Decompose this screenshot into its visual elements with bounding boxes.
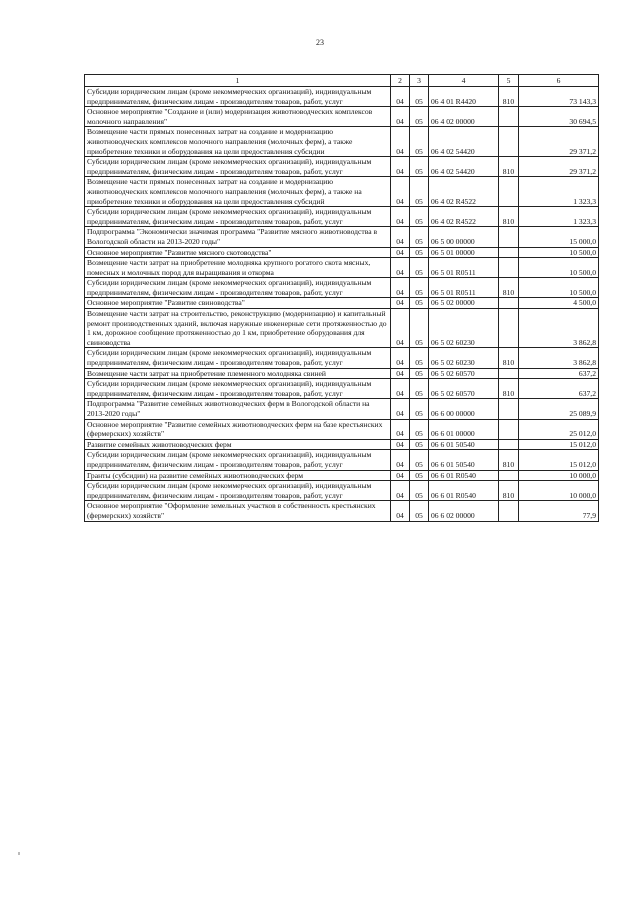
- row-expense-type: 810: [499, 278, 519, 298]
- row-amount: 3 862,8: [519, 309, 599, 348]
- page-number: 23: [316, 38, 324, 47]
- row-section: 04: [391, 227, 410, 247]
- table-row: [85, 348, 599, 368]
- table-body: [85, 87, 599, 522]
- table-row: [85, 439, 599, 450]
- row-expense-type: [499, 127, 519, 157]
- row-target-code: 06 6 00 00000: [429, 399, 499, 419]
- row-expense-type: [499, 177, 519, 207]
- row-subsection: 05: [410, 177, 429, 207]
- row-subsection: 05: [410, 481, 429, 501]
- row-name: Возмещение части затрат на приобретение племенного молодняка свиней: [85, 368, 391, 379]
- row-name: Возмещение части прямых понесенных затрат на создание и модернизацию животноводческих комплексов молочного направления (молочных ферм), а также приобретение техники и оборудования на цели предоставления субсидии: [85, 127, 391, 157]
- row-expense-type: [499, 399, 519, 419]
- column-header-subsection: 3: [410, 75, 429, 87]
- row-name: Развитие семейных животноводческих ферм: [85, 439, 391, 450]
- row-subsection: 05: [410, 207, 429, 227]
- row-subsection: 05: [410, 368, 429, 379]
- row-name: Гранты (субсидии) на развитие семейных животноводческих ферм: [85, 470, 391, 481]
- table-row: [85, 258, 599, 278]
- table-row: [85, 127, 599, 157]
- row-expense-type: 810: [499, 481, 519, 501]
- row-section: 04: [391, 368, 410, 379]
- row-section: 04: [391, 309, 410, 348]
- row-amount: 1 323,3: [519, 207, 599, 227]
- row-target-code: 06 4 01 R4420: [429, 87, 499, 107]
- row-amount: 15 000,0: [519, 227, 599, 247]
- table-row: [85, 177, 599, 207]
- row-amount: 73 143,3: [519, 87, 599, 107]
- row-amount: 637,2: [519, 379, 599, 399]
- table-row: [85, 247, 599, 258]
- row-target-code: 06 6 01 50540: [429, 439, 499, 450]
- row-section: 04: [391, 157, 410, 177]
- row-subsection: 05: [410, 348, 429, 368]
- table-row: [85, 481, 599, 501]
- row-section: 04: [391, 399, 410, 419]
- row-name: Возмещение части затрат на строительство, реконструкцию (модернизацию) и капитальный ремонт производственных зданий, включая наружные инженерные сети протяженностью до 1 км, дорожное сообщение протяженностью до 1 км, приобретение оборудования для свиноводства: [85, 309, 391, 348]
- row-section: 04: [391, 419, 410, 439]
- row-subsection: 05: [410, 399, 429, 419]
- row-expense-type: 810: [499, 348, 519, 368]
- row-name: Возмещение части затрат на приобретение молодняка крупного рогатого скота мясных, помесных и молочных пород для выращивания и откорма: [85, 258, 391, 278]
- row-target-code: 06 4 02 R4522: [429, 177, 499, 207]
- row-section: 04: [391, 107, 410, 127]
- row-target-code: 06 5 02 60230: [429, 348, 499, 368]
- row-target-code: 06 6 01 R0540: [429, 470, 499, 481]
- row-subsection: 05: [410, 419, 429, 439]
- row-target-code: 06 4 02 54420: [429, 157, 499, 177]
- column-header-name: 1: [85, 75, 391, 87]
- row-amount: 10 500,0: [519, 247, 599, 258]
- row-expense-type: 810: [499, 87, 519, 107]
- row-name: Субсидии юридическим лицам (кроме некоммерческих организаций), индивидуальным предпринимателям, физическим лицам - производителям товаров, работ, услуг: [85, 207, 391, 227]
- table-row: [85, 450, 599, 470]
- row-subsection: 05: [410, 450, 429, 470]
- table-row: [85, 157, 599, 177]
- row-expense-type: 810: [499, 450, 519, 470]
- row-amount: 77,9: [519, 501, 599, 521]
- row-amount: 29 371,2: [519, 157, 599, 177]
- table-row: [85, 87, 599, 107]
- row-amount: 15 012,0: [519, 450, 599, 470]
- row-target-code: 06 5 02 60230: [429, 309, 499, 348]
- scan-artifact: [18, 852, 20, 855]
- row-name: Подпрограмма "Развитие семейных животноводческих ферм в Вологодской области на 2013-2020 годы": [85, 399, 391, 419]
- row-target-code: 06 5 02 60570: [429, 379, 499, 399]
- row-target-code: 06 5 01 00000: [429, 247, 499, 258]
- row-amount: 637,2: [519, 368, 599, 379]
- row-section: 04: [391, 439, 410, 450]
- row-expense-type: [499, 309, 519, 348]
- row-subsection: 05: [410, 157, 429, 177]
- table-row: [85, 368, 599, 379]
- row-name: Основное мероприятие "Развитие свиноводства": [85, 298, 391, 309]
- row-subsection: 05: [410, 379, 429, 399]
- row-name: Субсидии юридическим лицам (кроме некоммерческих организаций), индивидуальным предпринимателям, физическим лицам - производителям товаров, работ, услуг: [85, 379, 391, 399]
- row-target-code: 06 6 01 50540: [429, 450, 499, 470]
- row-name: Субсидии юридическим лицам (кроме некоммерческих организаций), индивидуальным предпринимателям, физическим лицам - производителям товаров, работ, услуг: [85, 348, 391, 368]
- row-section: 04: [391, 247, 410, 258]
- row-section: 04: [391, 87, 410, 107]
- row-amount: 30 694,5: [519, 107, 599, 127]
- row-section: 04: [391, 177, 410, 207]
- row-name: Субсидии юридическим лицам (кроме некоммерческих организаций), индивидуальным предпринимателям, физическим лицам - производителям товаров, работ, услуг: [85, 450, 391, 470]
- row-subsection: 05: [410, 87, 429, 107]
- row-expense-type: 810: [499, 379, 519, 399]
- row-subsection: 05: [410, 107, 429, 127]
- table-row: [85, 107, 599, 127]
- row-amount: 10 500,0: [519, 258, 599, 278]
- column-header-expense-type: 5: [499, 75, 519, 87]
- row-expense-type: [499, 227, 519, 247]
- row-subsection: 05: [410, 278, 429, 298]
- row-name: Основное мероприятие "Создание и (или) модернизация животноводческих комплексов молочного направления": [85, 107, 391, 127]
- row-amount: 3 862,8: [519, 348, 599, 368]
- row-amount: 1 323,3: [519, 177, 599, 207]
- row-subsection: 05: [410, 298, 429, 309]
- row-name: Основное мероприятие "Оформление земельных участков в собственность крестьянских (фермерских) хозяйств": [85, 501, 391, 521]
- row-section: 04: [391, 450, 410, 470]
- row-subsection: 05: [410, 227, 429, 247]
- row-name: Субсидии юридическим лицам (кроме некоммерческих организаций), индивидуальным предпринимателям, физическим лицам - производителям товаров, работ, услуг: [85, 87, 391, 107]
- row-subsection: 05: [410, 309, 429, 348]
- row-amount: 15 012,0: [519, 439, 599, 450]
- row-expense-type: [499, 247, 519, 258]
- table-row: [85, 470, 599, 481]
- row-target-code: 06 5 01 R0511: [429, 258, 499, 278]
- row-target-code: 06 5 02 60570: [429, 368, 499, 379]
- table-row: [85, 309, 599, 348]
- table-row: [85, 298, 599, 309]
- row-name: Возмещение части прямых понесенных затрат на создание и модернизацию животноводческих комплексов молочного направления (молочных ферм), а также на приобретение техники и оборудования на цели предоставления субсидий: [85, 177, 391, 207]
- row-amount: 25 012,0: [519, 419, 599, 439]
- row-subsection: 05: [410, 501, 429, 521]
- row-amount: 10 500,0: [519, 278, 599, 298]
- row-amount: 10 000,0: [519, 470, 599, 481]
- row-amount: 4 500,0: [519, 298, 599, 309]
- column-header-target-code: 4: [429, 75, 499, 87]
- row-amount: 25 089,9: [519, 399, 599, 419]
- row-section: 04: [391, 127, 410, 157]
- table-row: [85, 399, 599, 419]
- row-section: 04: [391, 379, 410, 399]
- table-row: [85, 419, 599, 439]
- row-name: Субсидии юридическим лицам (кроме некоммерческих организаций), индивидуальным предпринимателям, физическим лицам - производителям товаров, работ, услуг: [85, 157, 391, 177]
- row-expense-type: [499, 368, 519, 379]
- table-row: [85, 207, 599, 227]
- row-subsection: 05: [410, 247, 429, 258]
- row-amount: 29 371,2: [519, 127, 599, 157]
- budget-table: [84, 74, 599, 522]
- row-target-code: 06 5 01 R0511: [429, 278, 499, 298]
- row-expense-type: 810: [499, 207, 519, 227]
- table-row: [85, 501, 599, 521]
- table-row: [85, 379, 599, 399]
- row-target-code: 06 4 02 R4522: [429, 207, 499, 227]
- row-section: 04: [391, 470, 410, 481]
- row-target-code: 06 4 02 00000: [429, 107, 499, 127]
- row-subsection: 05: [410, 258, 429, 278]
- row-name: Подпрограмма "Экономически значимая программа "Развитие мясного животноводства в Вологодской области на 2013-2020 годы": [85, 227, 391, 247]
- row-expense-type: [499, 419, 519, 439]
- row-subsection: 05: [410, 127, 429, 157]
- row-name: Субсидии юридическим лицам (кроме некоммерческих организаций), индивидуальным предпринимателям, физическим лицам - производителям товаров, работ, услуг: [85, 278, 391, 298]
- row-target-code: 06 6 02 00000: [429, 501, 499, 521]
- row-section: 04: [391, 501, 410, 521]
- row-name: Основное мероприятие "Развитие мясного скотоводства": [85, 247, 391, 258]
- row-target-code: 06 5 02 00000: [429, 298, 499, 309]
- row-section: 04: [391, 207, 410, 227]
- column-header-section: 2: [391, 75, 410, 87]
- row-target-code: 06 6 01 R0540: [429, 481, 499, 501]
- row-expense-type: [499, 298, 519, 309]
- row-amount: 10 000,0: [519, 481, 599, 501]
- row-target-code: 06 5 00 00000: [429, 227, 499, 247]
- table-row: [85, 278, 599, 298]
- row-section: 04: [391, 278, 410, 298]
- row-expense-type: [499, 501, 519, 521]
- row-name: Субсидии юридическим лицам (кроме некоммерческих организаций), индивидуальным предпринимателям, физическим лицам - производителям товаров, работ, услуг: [85, 481, 391, 501]
- row-expense-type: [499, 107, 519, 127]
- table-header-row: [85, 75, 599, 87]
- table-row: [85, 227, 599, 247]
- row-section: 04: [391, 258, 410, 278]
- row-expense-type: [499, 470, 519, 481]
- row-target-code: 06 6 01 00000: [429, 419, 499, 439]
- row-section: 04: [391, 298, 410, 309]
- row-name: Основное мероприятие "Развитие семейных животноводческих ферм на базе крестьянских (фермерских) хозяйств": [85, 419, 391, 439]
- row-section: 04: [391, 348, 410, 368]
- row-subsection: 05: [410, 439, 429, 450]
- row-subsection: 05: [410, 470, 429, 481]
- row-section: 04: [391, 481, 410, 501]
- row-target-code: 06 4 02 54420: [429, 127, 499, 157]
- column-header-amount: 6: [519, 75, 599, 87]
- row-expense-type: [499, 258, 519, 278]
- row-expense-type: 810: [499, 157, 519, 177]
- row-expense-type: [499, 439, 519, 450]
